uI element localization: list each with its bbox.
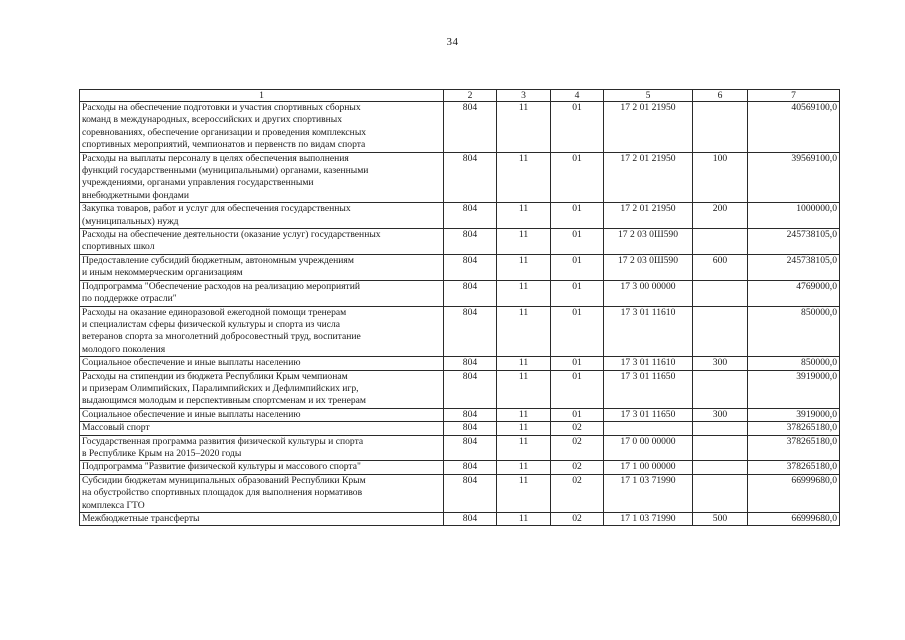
column-header-7: 7 bbox=[748, 90, 840, 102]
row-name bbox=[80, 435, 444, 461]
cell-expense-type: 500 bbox=[693, 513, 748, 526]
cell-amount: 378265180,0 bbox=[748, 435, 840, 461]
cell-section-code: 11 bbox=[497, 229, 551, 255]
table-row bbox=[80, 435, 840, 461]
cell-ministry-code: 804 bbox=[444, 435, 497, 461]
cell-target-article: 17 2 01 21950 bbox=[604, 203, 693, 229]
page-number: 34 bbox=[446, 36, 459, 48]
cell-expense-type bbox=[693, 102, 748, 153]
cell-ministry-code: 804 bbox=[444, 280, 497, 306]
cell-expense-type: 100 bbox=[693, 152, 748, 203]
row-name bbox=[80, 203, 444, 229]
row-name-text: Социальное обеспечение и иные выплаты населению bbox=[82, 357, 301, 369]
table-row bbox=[80, 102, 840, 153]
row-name bbox=[80, 306, 444, 357]
cell-amount: 40569100,0 bbox=[748, 102, 840, 153]
row-name bbox=[80, 229, 444, 255]
row-name-text: Закупка товаров, работ и услуг для обеспечения государственных (муниципальных) нужд bbox=[82, 203, 351, 227]
cell-subsection-code: 01 bbox=[551, 280, 604, 306]
row-name-text: Подпрограмма "Обеспечение расходов на реализацию мероприятий по поддержке отрасли" bbox=[82, 280, 361, 305]
row-name bbox=[80, 408, 444, 421]
cell-subsection-code: 01 bbox=[551, 357, 604, 370]
table-row bbox=[80, 254, 840, 280]
cell-ministry-code: 804 bbox=[444, 102, 497, 153]
cell-expense-type bbox=[693, 461, 748, 474]
column-header-2: 2 bbox=[444, 90, 497, 102]
cell-target-article: 17 2 01 21950 bbox=[604, 102, 693, 153]
cell-ministry-code: 804 bbox=[444, 254, 497, 280]
cell-expense-type: 300 bbox=[693, 408, 748, 421]
column-header-3: 3 bbox=[497, 90, 551, 102]
cell-expense-type bbox=[693, 280, 748, 306]
cell-expense-type bbox=[693, 229, 748, 255]
cell-subsection-code: 01 bbox=[551, 203, 604, 229]
row-name bbox=[80, 370, 444, 408]
cell-target-article: 17 2 03 0Ш590 bbox=[604, 254, 693, 280]
row-name-text: Расходы на оказание единоразовой ежегодной помощи тренерам и специалистам сферы физической культуры и спорта из числа ветеранов спорта за многолетний добросовестный труд, воспитание молодого поколения bbox=[82, 306, 361, 355]
cell-target-article: 17 2 03 0Ш590 bbox=[604, 229, 693, 255]
cell-section-code: 11 bbox=[497, 306, 551, 357]
cell-target-article: 17 1 03 71990 bbox=[604, 474, 693, 512]
cell-amount: 3919000,0 bbox=[748, 370, 840, 408]
cell-subsection-code: 01 bbox=[551, 306, 604, 357]
row-name-text: Социальное обеспечение и иные выплаты населению bbox=[82, 408, 301, 420]
row-name-text: Расходы на стипендии из бюджета Республики Крым чемпионам и призерам Олимпийских, Паралимпийских и Дефлимпийских игр, выдающимся молодым и перспективным спортсменам и их тренерам bbox=[82, 370, 366, 407]
cell-target-article: 17 3 01 11610 bbox=[604, 306, 693, 357]
cell-amount: 378265180,0 bbox=[748, 461, 840, 474]
row-name-text: Субсидии бюджетам муниципальных образований Республики Крым на обустройство спортивных площадок для выполнения нормативов комплекса ГТО bbox=[82, 474, 366, 511]
table-row bbox=[80, 152, 840, 203]
table-row bbox=[80, 203, 840, 229]
row-name-text: Межбюджетные трансферты bbox=[82, 513, 200, 524]
cell-amount: 245738105,0 bbox=[748, 254, 840, 280]
cell-target-article: 17 1 03 71990 bbox=[604, 513, 693, 526]
cell-subsection-code: 02 bbox=[551, 435, 604, 461]
cell-amount: 66999680,0 bbox=[748, 513, 840, 526]
cell-section-code: 11 bbox=[497, 461, 551, 474]
row-name bbox=[80, 422, 444, 435]
cell-subsection-code: 01 bbox=[551, 408, 604, 421]
budget-table bbox=[79, 89, 840, 526]
row-name bbox=[80, 280, 444, 306]
table-row bbox=[80, 408, 840, 421]
cell-amount: 1000000,0 bbox=[748, 203, 840, 229]
row-name-text: Расходы на обеспечение подготовки и участия спортивных сборных команд в международных, всероссийских и других спортивных соревнованиях, обеспечение организации и проведения комплексных спортивных мероприятий, чемпионатов и первенств по видам спорта bbox=[82, 102, 367, 151]
cell-amount: 245738105,0 bbox=[748, 229, 840, 255]
row-name bbox=[80, 102, 444, 153]
header-row bbox=[80, 90, 840, 102]
cell-amount: 378265180,0 bbox=[748, 422, 840, 435]
cell-target-article: 17 3 01 11650 bbox=[604, 370, 693, 408]
cell-section-code: 11 bbox=[497, 370, 551, 408]
cell-section-code: 11 bbox=[497, 280, 551, 306]
cell-target-article: 17 0 00 00000 bbox=[604, 435, 693, 461]
row-name bbox=[80, 461, 444, 474]
cell-target-article: 17 1 00 00000 bbox=[604, 461, 693, 474]
cell-target-article: 17 2 01 21950 bbox=[604, 152, 693, 203]
cell-target-article: 17 3 01 11610 bbox=[604, 357, 693, 370]
cell-amount: 39569100,0 bbox=[748, 152, 840, 203]
cell-section-code: 11 bbox=[497, 435, 551, 461]
cell-ministry-code: 804 bbox=[444, 513, 497, 526]
cell-ministry-code: 804 bbox=[444, 370, 497, 408]
table-row bbox=[80, 474, 840, 512]
cell-section-code: 11 bbox=[497, 102, 551, 153]
row-name bbox=[80, 254, 444, 280]
table-row bbox=[80, 370, 840, 408]
table-row bbox=[80, 229, 840, 255]
row-name-text: Расходы на обеспечение деятельности (оказание услуг) государственных спортивных школ bbox=[82, 229, 381, 253]
cell-ministry-code: 804 bbox=[444, 461, 497, 474]
cell-subsection-code: 01 bbox=[551, 229, 604, 255]
cell-section-code: 11 bbox=[497, 422, 551, 435]
cell-subsection-code: 01 bbox=[551, 102, 604, 153]
cell-expense-type bbox=[693, 306, 748, 357]
column-header-5: 5 bbox=[604, 90, 693, 102]
cell-subsection-code: 02 bbox=[551, 474, 604, 512]
row-name-text: Подпрограмма "Развитие физической культуры и массового спорта" bbox=[82, 461, 361, 473]
cell-ministry-code: 804 bbox=[444, 422, 497, 435]
row-name bbox=[80, 513, 444, 526]
cell-section-code: 11 bbox=[497, 408, 551, 421]
cell-target-article: 17 3 01 11650 bbox=[604, 408, 693, 421]
cell-amount: 3919000,0 bbox=[748, 408, 840, 421]
cell-section-code: 11 bbox=[497, 254, 551, 280]
cell-expense-type: 200 bbox=[693, 203, 748, 229]
cell-amount: 66999680,0 bbox=[748, 474, 840, 512]
row-name-text: Расходы на выплаты персоналу в целях обеспечения выполнения функций государственными (муниципальными) органами, казенными учреждениями, органами управления государственными внебюджетными фондами bbox=[82, 152, 369, 201]
cell-subsection-code: 01 bbox=[551, 152, 604, 203]
table-row bbox=[80, 513, 840, 526]
cell-subsection-code: 02 bbox=[551, 513, 604, 526]
table-row bbox=[80, 422, 840, 435]
cell-expense-type bbox=[693, 474, 748, 512]
column-header-1: 1 bbox=[80, 90, 444, 102]
column-header-6: 6 bbox=[693, 90, 748, 102]
cell-ministry-code: 804 bbox=[444, 474, 497, 512]
cell-subsection-code: 01 bbox=[551, 370, 604, 408]
cell-ministry-code: 804 bbox=[444, 152, 497, 203]
table-row bbox=[80, 357, 840, 370]
row-name-text: Государственная программа развития физической культуры и спорта в Республике Крым на 2015–2020 годы bbox=[82, 435, 364, 459]
cell-section-code: 11 bbox=[497, 474, 551, 512]
column-header-4: 4 bbox=[551, 90, 604, 102]
table-row bbox=[80, 306, 840, 357]
cell-subsection-code: 01 bbox=[551, 254, 604, 280]
cell-subsection-code: 02 bbox=[551, 422, 604, 435]
table-row bbox=[80, 461, 840, 474]
cell-section-code: 11 bbox=[497, 203, 551, 229]
cell-target-article: 17 3 00 00000 bbox=[604, 280, 693, 306]
cell-ministry-code: 804 bbox=[444, 306, 497, 357]
row-name-text: Предоставление субсидий бюджетным, автономным учреждениям и иным некоммерческим организациям bbox=[82, 254, 354, 279]
row-name bbox=[80, 474, 444, 512]
cell-amount: 850000,0 bbox=[748, 306, 840, 357]
cell-section-code: 11 bbox=[497, 357, 551, 370]
cell-target-article bbox=[604, 422, 693, 435]
row-name bbox=[80, 152, 444, 203]
cell-expense-type bbox=[693, 370, 748, 408]
cell-expense-type bbox=[693, 435, 748, 461]
cell-section-code: 11 bbox=[497, 513, 551, 526]
cell-ministry-code: 804 bbox=[444, 203, 497, 229]
cell-ministry-code: 804 bbox=[444, 357, 497, 370]
cell-expense-type: 600 bbox=[693, 254, 748, 280]
cell-expense-type: 300 bbox=[693, 357, 748, 370]
cell-ministry-code: 804 bbox=[444, 408, 497, 421]
cell-subsection-code: 02 bbox=[551, 461, 604, 474]
row-name-text: Массовый спорт bbox=[82, 422, 150, 434]
cell-section-code: 11 bbox=[497, 152, 551, 203]
cell-expense-type bbox=[693, 422, 748, 435]
cell-ministry-code: 804 bbox=[444, 229, 497, 255]
table-row bbox=[80, 280, 840, 306]
cell-amount: 850000,0 bbox=[748, 357, 840, 370]
cell-amount: 4769000,0 bbox=[748, 280, 840, 306]
row-name bbox=[80, 357, 444, 370]
